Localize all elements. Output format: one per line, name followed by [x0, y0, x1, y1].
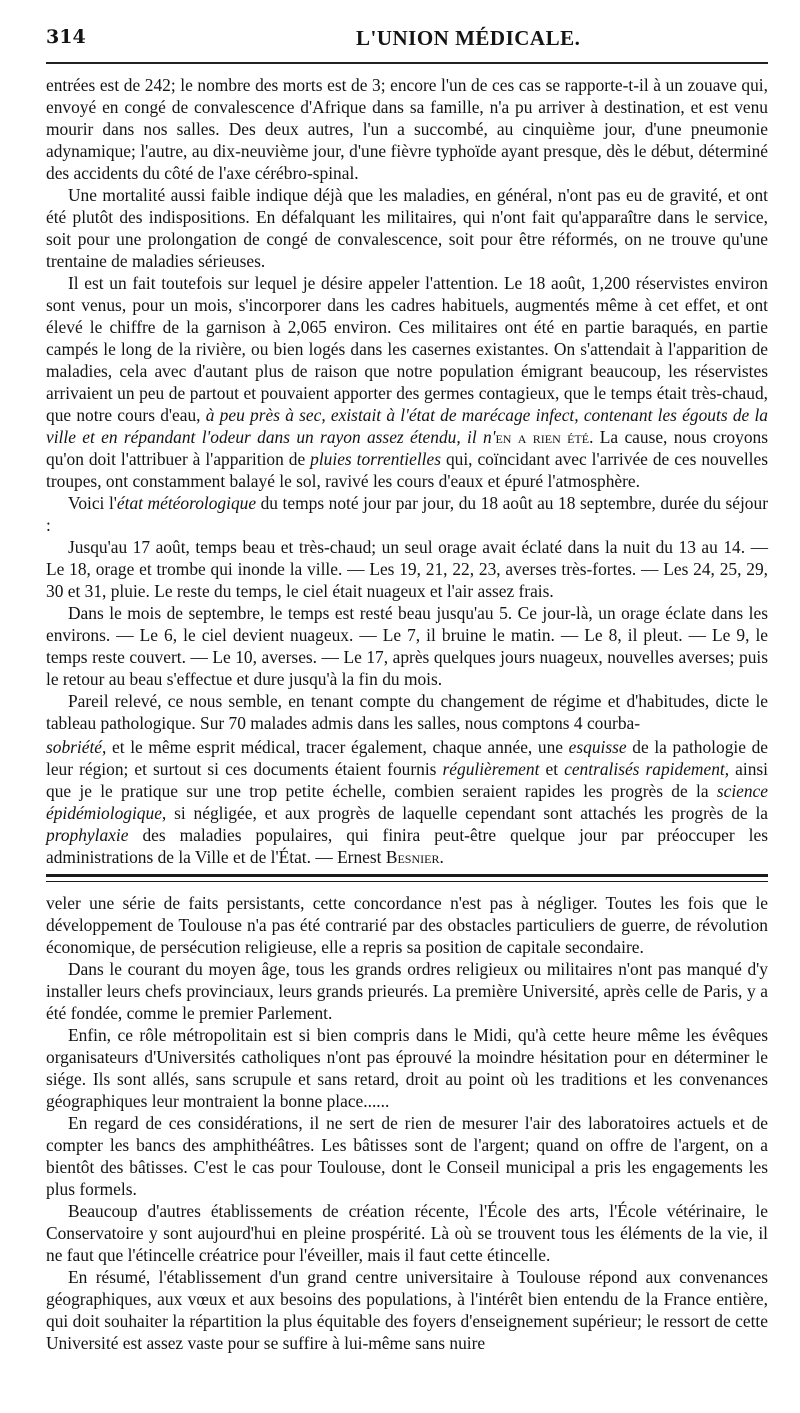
header-rule [46, 62, 768, 64]
q1-text-f: des maladies populaires, qui finira peut-être quelque jour par préoccuper les administrations de la Ville et de l'État. — Ernest [46, 825, 768, 867]
p4-italic: état météorologique [116, 493, 257, 513]
p3-text-b: . La cause, nous croyons qu'on doit l'attribuer à l'apparition de [46, 427, 768, 469]
paragraph-2: Une mortalité aussi faible indique déjà que les maladies, en général, n'ont pas eu de gravité, et ont été plutôt des indispositions. En défalquant les militaires, qui n'ont fait qu'apparaître dans le service, soit pour une prolongation de congé de convalescence, soit pour être réformés, on ne trouve qu'une trentaine de maladies sérieuses. [46, 185, 768, 271]
p3-italic-2: pluies torrentielles [310, 449, 441, 469]
q1-italic-4: centralisés rapidement [564, 759, 725, 779]
p3-text-a: Il est un fait toutefois sur lequel je désire appeler l'attention. Le 18 août, 1,200 réservistes environ sont venus, pour un mois, s'incorporer dans les cadres habituels, augmentés même à cet effet, et ont élevé le chiffre de la garnison à 2,065 environ. Ces militaires ont été en partie baraqués, en partie campés le long de la rivière, ou bien logés dans les casernes existantes. On s'attendait à l'apparition de maladies, cela avec d'autant plus de raison que notre population émigrant beaucoup, les réservistes arrivaient un peu de partout et pouvaient apporter des germes contagieux, que le temps était très-chaud, que notre cours d'eau, [46, 273, 768, 425]
p4-text-a: Voici l' [68, 493, 117, 513]
article-body [46, 74, 768, 868]
p3-text-c: qui, coïncidant avec l'arrivée de ces nouvelles troupes, ont constamment balayé le sol, ravivé les cours d'eaux et épuré l'atmosphère. [46, 449, 768, 491]
q1-text-d: , ainsi que je le pratique sur une trop petite échelle, combien seraient rapides les progrès de la [46, 759, 768, 801]
feuilleton-separator [46, 874, 768, 882]
q1-text-a: , et le même esprit médical, tracer également, chaque année, une [102, 737, 569, 757]
q1-italic-5: science épidémiologique [46, 781, 768, 823]
feuilleton-paragraph-4: En regard de ces considérations, il ne sert de rien de mesurer l'air des laboratoires actuels et de compter les bancs des amphithéâtres. Les bâtisses sont de l'argent; quand on offre de l'argent, on a bientôt des bâtisses. C'est le cas pour Toulouse, dont le Conseil municipal a pris les engagements les plus formels. [46, 1113, 768, 1199]
p4-text-b: du temps noté jour par jour, du 18 août au 18 septembre, durée du séjour : [46, 493, 768, 535]
p3-italic: à peu près à sec, existait à l'état de marécage infect, contenant les égouts de la ville et en répandant l'odeur dans un rayon assez étendu, il n' [46, 405, 768, 447]
feuilleton-paragraph-5: Beaucoup d'autres établissements de création récente, l'École des arts, l'École vétérinaire, le Conservatoire y sont aujourd'hui en pleine prospérité. Là où se trouvent tous les éléments de la vie, il ne faut que l'étincelle créatrice pour l'éveiller, mais il faut cette étincelle. [46, 1201, 768, 1265]
paragraph-4 [46, 492, 768, 536]
q1-italic-2: esquisse [568, 737, 627, 757]
feuilleton-paragraph-6: En résumé, l'établissement d'un grand centre universitaire à Toulouse répond aux convenances géographiques, aux vœux et aux besoins des populations, à l'intérêt bien entendu de la France entière, qui doit souhaiter la répartition la plus équitable des foyers d'enseignement supérieur; le ressort de cette Université est assez vaste pour se suffire à lui-même sans nuire [46, 1267, 768, 1353]
q1-text-g: . [439, 847, 444, 867]
paragraph-3 [46, 272, 768, 492]
q1-italic-6: prophylaxie [46, 825, 129, 845]
q1-text-b: de la pathologie de leur région; et surtout si ces documents étaient fournis [46, 737, 768, 779]
q1-text-e: , si négligée, et aux progrès de laquelle cependant sont attachés les progrès de la [161, 803, 768, 823]
q1-italic-3: régulièrement [442, 759, 540, 779]
paragraph-1: entrées est de 242; le nombre des morts est de 3; encore l'un de ces cas se rapporte-t-il à un zouave qui, envoyé en congé de convalescence d'Afrique dans sa famille, n'a pu arriver à destination, et est venu mourir dans nos salles. Des deux autres, l'un a succombé, au cinquième jour, d'une pneumonie adynamique; l'autre, au dix-neuvième jour, d'une fièvre typhoïde ayant presque, dès le début, déterminé des accidents du côté de l'axe cérébro-spinal. [46, 75, 768, 183]
paragraph-6: Dans le mois de septembre, le temps est resté beau jusqu'au 5. Ce jour-là, un orage éclate dans les environs. — Le 6, le ciel devient nuageux. — Le 7, il bruine le matin. — Le 8, il pleut. — Le 9, le temps reste couvert. — Le 10, averses. — Le 17, après quelques jours nuageux, nouvelles averses; puis le retour au beau s'effectue et dure jusqu'à la fin du mois. [46, 603, 768, 689]
q1-text-c: et [539, 759, 565, 779]
feuilleton-paragraph-1: veler une série de faits persistants, cette concordance n'est pas à négliger. Toutes les fois que le développement de Toulouse n'a pas été contrarié par des obstacles particuliers de guerre, de révolution économique, de persécution religieuse, elle a repris sa position de capitale secondaire. [46, 893, 768, 957]
author-name: Besnier [385, 847, 440, 867]
paragraph-7: Pareil relevé, ce nous semble, en tenant compte du changement de régime et d'habitudes, dicte le tableau pathologique. Sur 70 malades admis dans les salles, nous comptons 4 courba- [46, 691, 768, 733]
page-number: 314 [46, 26, 86, 48]
p3-smallcaps: en a rien été [495, 427, 590, 447]
feuilleton-paragraph-2: Dans le courant du moyen âge, tous les grands ordres religieux ou militaires n'ont pas manqué d'y installer leurs chefs provinciaux, leurs grands prieurés. La première Université, après celle de Paris, y a été fondée, comme le premier Parlement. [46, 959, 768, 1023]
running-title: L'UNION MÉDICALE. [356, 26, 581, 50]
q1-italic: sobriété [46, 737, 103, 757]
feuilleton-paragraph-3: Enfin, ce rôle métropolitain est si bien compris dans le Midi, qu'à cette heure même les évêques organisateurs d'Universités catholiques n'ont pas éprouvé la moindre hésitation pour en déterminer le siége. Ils sont allés, sans scrupule et sans retard, droit au point où les traditions et les convenances géographiques leur montraient la bonne place...... [46, 1025, 768, 1111]
paragraph-5: Jusqu'au 17 août, temps beau et très-chaud; un seul orage avait éclaté dans la nuit du 13 au 14. — Le 18, orage et trombe qui inonde la ville. — Les 19, 21, 22, 23, averses très-fortes. — Les 24, 25, 29, 30 et 31, pluie. Le reste du temps, le ciel était nuageux et l'air assez frais. [46, 537, 768, 601]
feuilleton-body [46, 892, 768, 1354]
page-header [46, 26, 768, 58]
paragraph-continued [46, 736, 768, 868]
